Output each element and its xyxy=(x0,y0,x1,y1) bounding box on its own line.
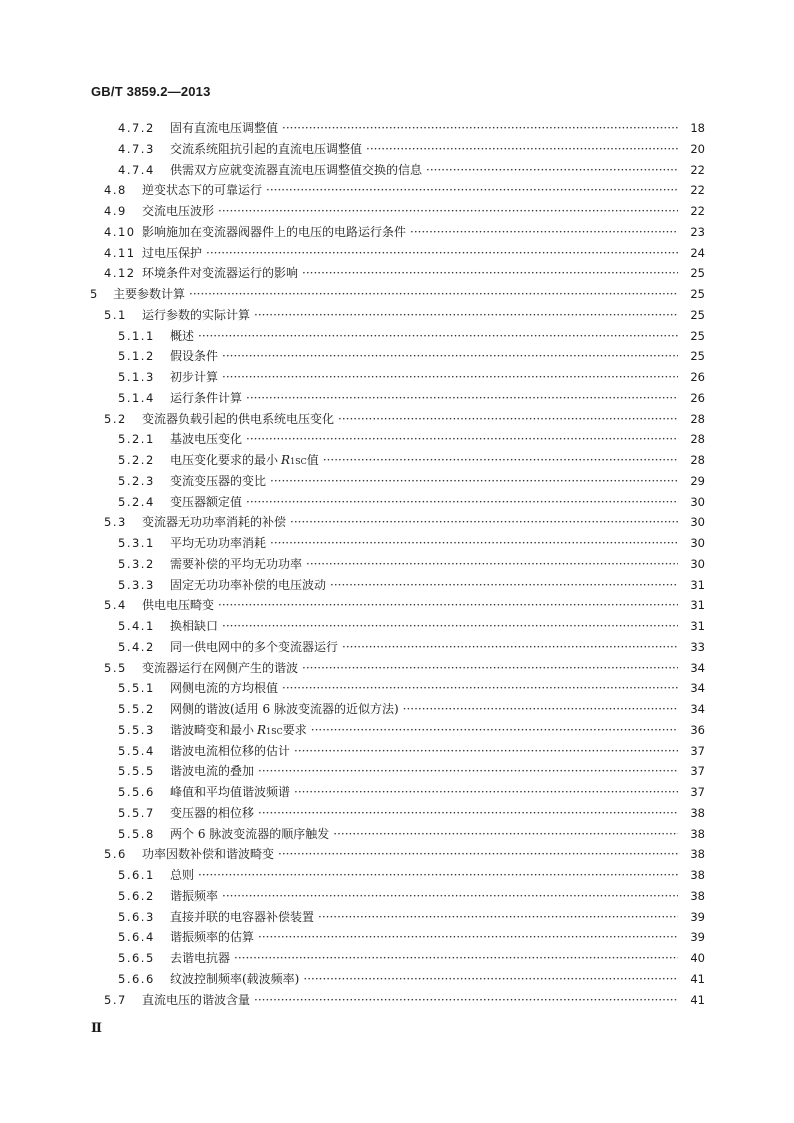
toc-entry[interactable] xyxy=(0,658,794,679)
toc-entry-title-text: 谐波电流相位移的估计 xyxy=(170,743,291,758)
toc-entry-title xyxy=(142,180,684,201)
toc-entry-number: 5.4 xyxy=(104,598,127,613)
toc-entry-title xyxy=(142,222,684,243)
toc-entry-page: 39 xyxy=(690,909,705,924)
toc-entry-title-text: 变流变压器的变比 xyxy=(170,473,267,488)
toc-entry[interactable] xyxy=(0,367,794,388)
toc-entry-title xyxy=(142,595,684,616)
toc-entry-title xyxy=(170,160,684,181)
toc-entry-page: 30 xyxy=(690,515,705,530)
toc-entry[interactable] xyxy=(0,948,794,969)
toc-entry-number: 4.7.3 xyxy=(118,141,155,156)
toc-entry[interactable] xyxy=(0,305,794,326)
toc-entry-title-text: 换相缺口 xyxy=(170,619,219,633)
toc-entry-number: 4.7.2 xyxy=(118,121,155,135)
dot-leader xyxy=(254,990,678,1011)
toc-entry[interactable] xyxy=(0,118,794,139)
page-number: Ⅱ xyxy=(91,1020,102,1035)
toc-entry-page: 28 xyxy=(690,432,705,447)
toc-entry[interactable] xyxy=(0,595,794,616)
math-symbol: R xyxy=(281,453,291,467)
toc-entry[interactable] xyxy=(0,761,794,782)
toc-entry-title-text: 平均无功功率消耗 xyxy=(170,536,267,550)
toc-entry-page: 34 xyxy=(690,681,705,696)
toc-entry-title-text: 环境条件对变流器运行的影响 xyxy=(142,266,299,281)
toc-entry-title-text: 谐波电流的叠加 xyxy=(170,764,255,779)
toc-entry[interactable] xyxy=(0,554,794,575)
toc-entry-number: 5.6.2 xyxy=(118,888,155,903)
toc-entry-title xyxy=(142,263,684,284)
toc-entry-page: 25 xyxy=(690,287,705,301)
toc-entry-number: 5.2.4 xyxy=(118,494,155,509)
toc-entry-number: 5.5.7 xyxy=(118,805,155,820)
toc-entry-number: 4.10 xyxy=(104,224,136,239)
toc-entry-title xyxy=(170,948,684,969)
dot-leader xyxy=(294,741,678,762)
toc-entry[interactable] xyxy=(0,637,794,658)
toc-entry-title-text: 变流器负载引起的供电系统电压变化 xyxy=(142,411,335,426)
math-symbol: R xyxy=(257,722,267,737)
toc-entry-title xyxy=(170,637,684,658)
toc-entry-title xyxy=(170,118,684,139)
toc-entry-page: 20 xyxy=(690,141,705,156)
toc-entry-number: 5.2.2 xyxy=(118,453,155,467)
toc-entry-number: 5.1.1 xyxy=(118,328,155,343)
dot-leader xyxy=(318,907,678,928)
toc-entry-number: 5.5 xyxy=(104,660,127,675)
toc-entry-title-text: 运行条件计算 xyxy=(170,390,243,405)
toc-entry-title xyxy=(170,554,684,575)
toc-entry-title xyxy=(170,367,684,388)
dot-leader xyxy=(330,575,678,596)
toc-entry-number: 5.6.1 xyxy=(118,868,155,882)
toc-entry[interactable] xyxy=(0,180,794,201)
toc-entry-page: 25 xyxy=(690,349,705,364)
toc-entry-title-text: 交流电压波形 xyxy=(142,204,215,218)
dot-leader xyxy=(254,305,678,326)
toc-entry-page: 38 xyxy=(690,847,705,862)
dot-leader xyxy=(222,886,678,907)
toc-entry-title-text: 变压器的相位移 xyxy=(170,805,255,820)
toc-entry-title xyxy=(170,886,684,907)
toc-entry-page: 24 xyxy=(690,245,705,260)
toc-entry-page: 38 xyxy=(690,888,705,903)
dot-leader xyxy=(282,678,678,699)
toc-entry-number: 5.3.1 xyxy=(118,536,155,550)
toc-entry-title xyxy=(170,139,684,160)
dot-leader xyxy=(258,761,678,782)
toc-entry[interactable] xyxy=(0,429,794,450)
toc-entry-page: 34 xyxy=(690,702,705,716)
toc-entry-number: 5.5.5 xyxy=(118,764,155,779)
toc-entry-number: 5.5.6 xyxy=(118,785,155,799)
toc-entry-number: 5.3.2 xyxy=(118,556,155,571)
toc-entry[interactable] xyxy=(0,803,794,824)
toc-entry-title-text: 谐振频率 xyxy=(170,888,219,903)
toc-entry-page: 25 xyxy=(690,266,705,281)
toc-entry[interactable] xyxy=(0,782,794,803)
toc-entry-title-text: 逆变状态下的可靠运行 xyxy=(142,183,263,198)
toc-entry-page: 41 xyxy=(690,992,705,1007)
toc-entry-number: 5.6 xyxy=(104,847,127,862)
toc-entry-title xyxy=(142,201,684,222)
toc-entry-title xyxy=(170,927,684,948)
dot-leader xyxy=(294,782,678,803)
toc-entry[interactable] xyxy=(0,907,794,928)
toc-entry-page: 38 xyxy=(690,805,705,820)
toc-entry[interactable] xyxy=(0,243,794,264)
toc-entry-page: 23 xyxy=(690,224,705,239)
toc-entry-page: 34 xyxy=(690,660,705,675)
toc-entry-title xyxy=(170,969,684,990)
toc-entry[interactable] xyxy=(0,990,794,1011)
dot-leader xyxy=(366,139,678,160)
toc-entry-number: 5.6.3 xyxy=(118,909,155,924)
toc-entry-title-suffix: 值 xyxy=(306,453,319,467)
toc-entry-number: 5.4.2 xyxy=(118,639,155,654)
toc-entry-title-text: 假设条件 xyxy=(170,349,219,364)
dot-leader xyxy=(311,720,678,741)
toc-entry-number: 5.6.4 xyxy=(118,930,155,945)
dot-leader xyxy=(189,284,678,305)
toc-entry-number: 5.6.5 xyxy=(118,951,155,965)
toc-entry-title xyxy=(170,616,684,637)
toc-entry-title xyxy=(142,305,684,326)
toc-entry-title xyxy=(170,907,684,928)
dot-leader xyxy=(198,326,678,347)
toc-entry[interactable] xyxy=(0,575,794,596)
toc-entry-title-text: 直流电压的谐波含量 xyxy=(142,992,251,1007)
toc-entry[interactable] xyxy=(0,409,794,430)
dot-leader xyxy=(338,409,678,430)
dot-leader xyxy=(323,450,678,471)
dot-leader xyxy=(426,160,678,181)
toc-entry-page: 40 xyxy=(690,951,705,965)
toc-entry-number: 5.2.1 xyxy=(118,432,155,447)
dot-leader xyxy=(246,492,678,513)
dot-leader xyxy=(410,222,678,243)
toc-entry-page: 36 xyxy=(690,722,705,737)
toc-entry-number: 4.12 xyxy=(104,266,136,281)
toc-entry-page: 37 xyxy=(690,785,705,799)
dot-leader xyxy=(206,243,678,264)
toc-entry-title-text: 运行参数的实际计算 xyxy=(142,307,251,322)
toc-entry[interactable] xyxy=(0,699,794,720)
toc-entry-title xyxy=(142,512,684,533)
toc-entry[interactable] xyxy=(0,284,794,305)
toc-entry[interactable] xyxy=(0,471,794,492)
document-header: GB/T 3859.2—2013 xyxy=(91,84,211,99)
dot-leader xyxy=(218,595,678,616)
toc-entry-title-text: 过电压保护 xyxy=(142,245,203,260)
toc-entry[interactable] xyxy=(0,741,794,762)
toc-entry-page: 22 xyxy=(690,162,705,177)
toc-entry-title-text: 谐波畸变和最小 xyxy=(170,722,255,737)
toc-entry-title-text: 初步计算 xyxy=(170,370,219,384)
dot-leader xyxy=(246,388,678,409)
toc-entry-title-text: 峰值和平均值谐波频谱 xyxy=(170,785,291,799)
toc-entry-number: 5.5.4 xyxy=(118,743,155,758)
toc-entry[interactable] xyxy=(0,201,794,222)
toc-entry-title xyxy=(142,990,684,1011)
toc-entry-number: 5.3 xyxy=(104,515,127,530)
dot-leader xyxy=(258,927,678,948)
toc-entry-title-text: 变压器额定值 xyxy=(170,494,243,509)
toc-entry[interactable] xyxy=(0,616,794,637)
toc-entry-title xyxy=(170,741,684,762)
toc-entry-number: 4.8 xyxy=(104,183,127,198)
toc-entry-page: 31 xyxy=(690,619,705,633)
toc-entry-page: 33 xyxy=(690,639,705,654)
toc-entry-title xyxy=(142,409,684,430)
toc-entry-page: 41 xyxy=(690,971,705,986)
toc-entry-title-text: 直接并联的电容器补偿装置 xyxy=(170,909,315,924)
toc-entry[interactable] xyxy=(0,865,794,886)
toc-entry-number: 5.1 xyxy=(104,307,127,322)
toc-entry-title-text: 主要参数计算 xyxy=(113,287,186,301)
toc-entry-title xyxy=(170,575,684,596)
toc-entry-title-suffix: 要求 xyxy=(282,722,307,737)
toc-entry-page: 31 xyxy=(690,577,705,592)
toc-entry-title-text: 功率因数补偿和谐波畸变 xyxy=(142,847,275,862)
toc-entry-number: 5.6.6 xyxy=(118,971,155,986)
dot-leader xyxy=(302,263,678,284)
toc-entry[interactable] xyxy=(0,263,794,284)
toc-entry-title xyxy=(113,284,684,305)
toc-entry-page: 37 xyxy=(690,764,705,779)
toc-entry-number: 5.5.8 xyxy=(118,826,155,841)
toc-entry-title xyxy=(170,865,684,886)
math-subscript: 1SC xyxy=(290,457,307,466)
toc-entry-number: 5.3.3 xyxy=(118,577,155,592)
toc-entry-title-text: 同一供电网中的多个变流器运行 xyxy=(170,639,339,654)
dot-leader xyxy=(303,969,678,990)
toc-entry-number: 5.2 xyxy=(104,411,127,426)
toc-entry[interactable] xyxy=(0,346,794,367)
toc-entry-title xyxy=(170,782,684,803)
toc-entry-number: 5.1.3 xyxy=(118,370,155,384)
toc-entry-title-text: 需要补偿的平均无功功率 xyxy=(170,556,303,571)
toc-entry[interactable] xyxy=(0,678,794,699)
toc-entry[interactable] xyxy=(0,969,794,990)
toc-entry-page: 22 xyxy=(690,183,705,198)
toc-entry[interactable] xyxy=(0,927,794,948)
toc-entry-title xyxy=(170,471,684,492)
dot-leader xyxy=(302,658,678,679)
dot-leader xyxy=(270,471,678,492)
toc-entry-page: 38 xyxy=(690,826,705,841)
dot-leader xyxy=(333,824,678,845)
toc-entry-page: 39 xyxy=(690,930,705,945)
toc-entry[interactable] xyxy=(0,222,794,243)
toc-entry-title-text: 去谐电抗器 xyxy=(170,951,231,965)
toc-entry-title xyxy=(142,844,684,865)
dot-leader xyxy=(278,844,678,865)
toc-entry-page: 28 xyxy=(690,411,705,426)
toc-entry-title-text: 谐振频率的估算 xyxy=(170,930,255,945)
toc-entry-title-text: 电压变化要求的最小 xyxy=(170,453,279,467)
toc-entry-title-text: 两个 6 脉波变流器的顺序触发 xyxy=(170,826,330,841)
toc-entry[interactable] xyxy=(0,844,794,865)
toc-entry-title-text: 变流器无功功率消耗的补偿 xyxy=(142,515,287,530)
toc-entry-number: 5.7 xyxy=(104,992,127,1007)
toc-entry-title xyxy=(170,492,684,513)
dot-leader xyxy=(306,554,678,575)
math-subscript: 1SC xyxy=(266,726,283,736)
toc-entry-page: 25 xyxy=(690,328,705,343)
toc-entry-number: 5.1.4 xyxy=(118,390,155,405)
toc-entry-page: 38 xyxy=(690,868,705,882)
toc-entry-title-text: 概述 xyxy=(170,328,195,343)
toc-entry-title xyxy=(142,658,684,679)
toc-entry-number: 5 xyxy=(90,287,99,301)
dot-leader xyxy=(258,803,678,824)
toc-entry-title-text: 总则 xyxy=(170,868,195,882)
toc-entry-title xyxy=(170,699,684,720)
toc-entry[interactable] xyxy=(0,492,794,513)
toc-entry-title xyxy=(170,429,684,450)
toc-entry-number: 5.5.3 xyxy=(118,722,155,737)
toc-entry-title-text: 固定无功功率补偿的电压波动 xyxy=(170,577,327,592)
toc-entry-page: 30 xyxy=(690,536,705,550)
dot-leader xyxy=(246,429,678,450)
dot-leader xyxy=(222,346,678,367)
toc-entry-title xyxy=(170,803,684,824)
toc-entry-page: 22 xyxy=(690,204,705,218)
toc-entry[interactable] xyxy=(0,533,794,554)
toc-entry-page: 28 xyxy=(690,453,705,467)
toc-entry[interactable] xyxy=(0,512,794,533)
toc-entry[interactable] xyxy=(0,139,794,160)
toc-entry-title xyxy=(170,761,684,782)
toc-entry-title-text: 固有直流电压调整值 xyxy=(170,121,279,135)
toc-entry-title xyxy=(170,678,684,699)
toc-entry-page: 18 xyxy=(690,121,705,135)
dot-leader xyxy=(270,533,678,554)
dot-leader xyxy=(266,180,678,201)
toc-entry-title-text: 变流器运行在网侧产生的谐波 xyxy=(142,660,299,675)
toc-entry-page: 26 xyxy=(690,390,705,405)
toc-entry-page: 29 xyxy=(690,473,705,488)
toc-entry-number: 5.1.2 xyxy=(118,349,155,364)
toc-entry-title-text: 纹波控制频率(载波频率) xyxy=(170,971,300,986)
toc-entry-title xyxy=(170,450,684,472)
toc-entry-number: 5.2.3 xyxy=(118,473,155,488)
dot-leader xyxy=(222,616,678,637)
toc-entry-title xyxy=(170,720,684,742)
toc-entry-title xyxy=(142,243,684,264)
toc-entry-page: 37 xyxy=(690,743,705,758)
toc-entry-title-text: 供需双方应就变流器直流电压调整值交换的信息 xyxy=(170,162,423,177)
dot-leader xyxy=(198,865,678,886)
dot-leader xyxy=(234,948,678,969)
toc-entry[interactable] xyxy=(0,160,794,181)
toc-entry-number: 4.11 xyxy=(104,245,136,260)
toc-entry-title-text: 网侧的谐波(适用 6 脉波变流器的近似方法) xyxy=(170,702,399,716)
toc-entry[interactable] xyxy=(0,450,794,471)
toc-entry-title xyxy=(170,326,684,347)
toc-entry-title-text: 基波电压变化 xyxy=(170,432,243,447)
toc-entry-page: 26 xyxy=(690,370,705,384)
toc-entry[interactable] xyxy=(0,824,794,845)
toc-entry-title-text: 交流系统阻抗引起的直流电压调整值 xyxy=(170,141,363,156)
toc-entry-number: 4.9 xyxy=(104,204,127,218)
toc-entry[interactable] xyxy=(0,388,794,409)
toc-entry-title xyxy=(170,824,684,845)
toc-entry[interactable] xyxy=(0,886,794,907)
dot-leader xyxy=(222,367,678,388)
toc-entry-page: 31 xyxy=(690,598,705,613)
toc-entry-number: 5.5.1 xyxy=(118,681,155,696)
toc-entry[interactable] xyxy=(0,720,794,741)
toc-entry-title xyxy=(170,388,684,409)
toc-entry-title-text: 供电电压畸变 xyxy=(142,598,215,613)
dot-leader xyxy=(403,699,678,720)
toc-entry-title xyxy=(170,533,684,554)
toc-entry[interactable] xyxy=(0,326,794,347)
dot-leader xyxy=(218,201,678,222)
toc-entry-page: 25 xyxy=(690,307,705,322)
toc-entry-title xyxy=(170,346,684,367)
toc-entry-title-text: 网侧电流的方均根值 xyxy=(170,681,279,696)
dot-leader xyxy=(290,512,678,533)
toc-entry-number: 5.5.2 xyxy=(118,702,155,716)
toc-entry-number: 4.7.4 xyxy=(118,162,155,177)
dot-leader xyxy=(342,637,678,658)
toc-entry-page: 30 xyxy=(690,494,705,509)
toc-entry-page: 30 xyxy=(690,556,705,571)
toc-entry-number: 5.4.1 xyxy=(118,619,155,633)
dot-leader xyxy=(282,118,678,139)
toc-entry-title-text: 影响施加在变流器阀器件上的电压的电路运行条件 xyxy=(142,224,407,239)
